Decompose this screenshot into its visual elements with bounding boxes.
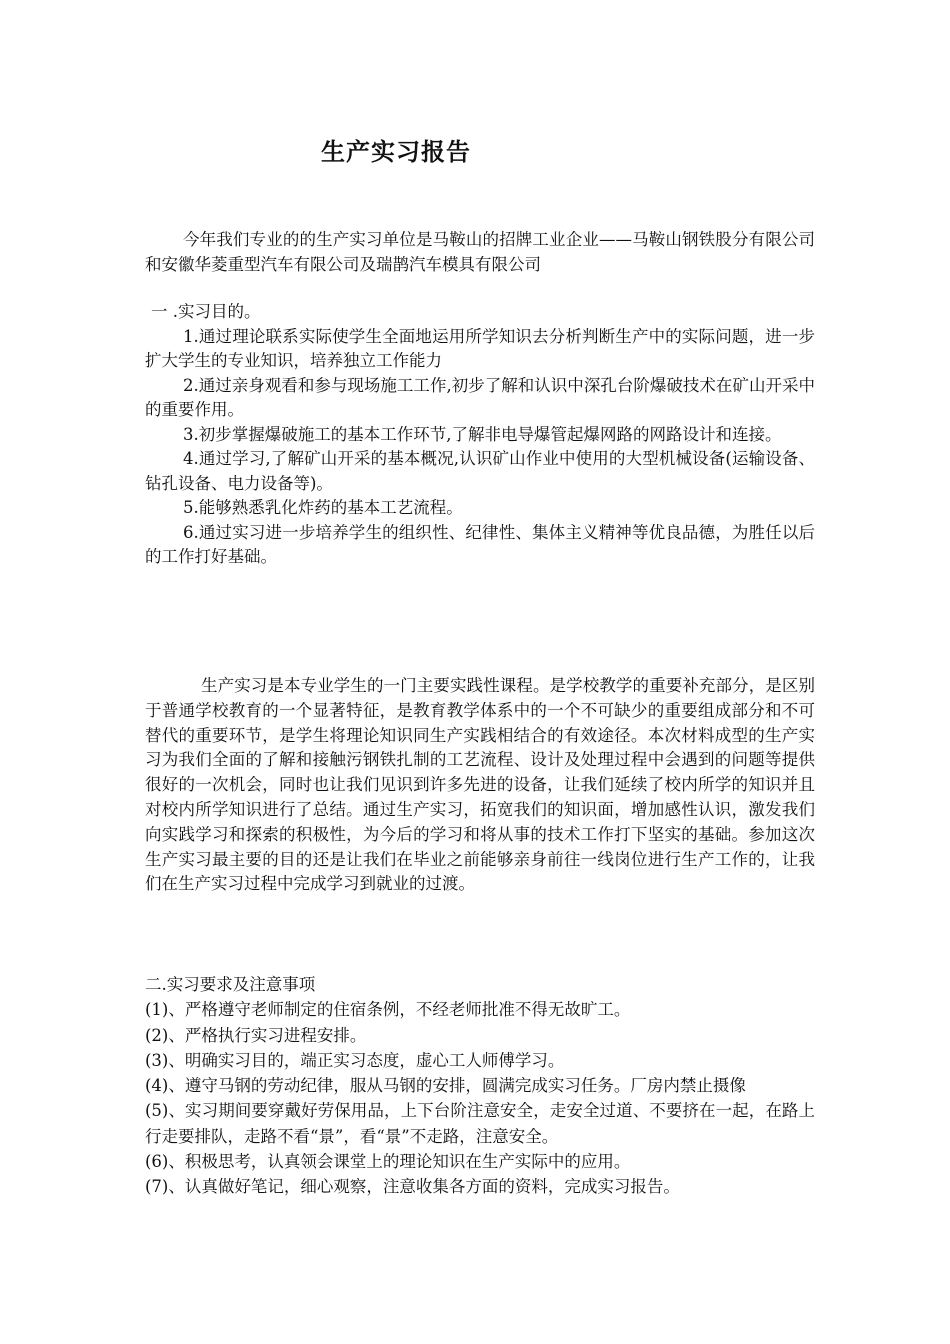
document-title: 生产实习报告 <box>321 138 471 166</box>
intro-text: 今年我们专业的的生产实习单位是马鞍山的招牌工业企业——马鞍山钢铁股分有限公司和安徽华菱重型汽车有限公司及瑞鹊汽车模具有限公司 <box>145 230 815 274</box>
section-objectives-heading: 一 .实习目的。 <box>151 302 261 321</box>
section-requirements-heading: 二.实习要求及注意事项 <box>145 975 316 994</box>
objective-item: 3.初步掌握爆破施工的基本工作环节,了解非电导爆管起爆网路的网路设计和连接。 <box>183 424 782 444</box>
section-objectives <box>145 300 815 570</box>
requirement-item: (6)、积极思考，认真领会课堂上的理论知识在生产实际中的应用。 <box>145 1152 631 1172</box>
practice-description <box>145 674 815 897</box>
objective-item: 2.通过亲身观看和参与现场施工工作,初步了解和认识中深孔台阶爆破技术在矿山开采中的重要作用。 <box>145 375 815 419</box>
practice-description-text: 生产实习是本专业学生的一门主要实践性课程。是学校教学的重要补充部分，是区别于普通学校教育的一个显著特征，是教育教学体系中的一个不可缺少的重要组成部分和不可替代的重要环节，是学生将理论知识同生产实践相结合的有效途径。本次材料成型的生产实习为我们全面的了解和接触污钢铁扎制的工艺流程、设计及处理过程中会遇到的问题等提供很好的一次机会，同时也让我们见识到许多先进的设备，让我们延续了校内所学的知识并且对校内所学知识进行了总结。通过生产实习，拓宽我们的知识面，增加感性认识，激发我们向实践学习和探索的积极性，为今后的学习和将从事的技术工作打下坚实的基础。参加这次生产实习最主要的目的还是让我们在毕业之前能够亲身前往一线岗位进行生产工作的，让我们在生产实习过程中完成学习到就业的过渡。 <box>145 676 815 894</box>
requirement-item: (2)、严格执行实习进程安排。 <box>145 1025 367 1045</box>
requirement-item: (4)、遵守马钢的劳动纪律，服从马钢的安排，圆满完成实习任务。厂房内禁止摄像 <box>145 1076 746 1096</box>
requirement-item: (3)、明确实习目的，端正实习态度，虚心工人师傅学习。 <box>145 1050 565 1070</box>
objective-item: 6.通过实习进一步培养学生的组织性、纪律性、集体主义精神等优良品德，为胜任以后的工作打好基础。 <box>145 522 815 566</box>
requirement-item: (7)、认真做好笔记，细心观察，注意收集各方面的资料，完成实习报告。 <box>145 1177 680 1197</box>
requirement-item: (1)、严格遵守老师制定的住宿条例，不经老师批准不得无故旷工。 <box>145 1000 631 1020</box>
objective-item: 5.能够熟悉乳化炸药的基本工艺流程。 <box>183 498 463 517</box>
objective-item: 1.通过理论联系实际使学生全面地运用所学知识去分析判断生产中的实际问题，进一步扩大学生的专业知识，培养独立工作能力 <box>145 326 815 370</box>
requirement-item: (5)、实习期间要穿戴好劳保用品，上下台阶注意安全，走安全过道、不要挤在一起，在路上行走要排队，走路不看“景”，看“景”不走路，注意安全。 <box>145 1101 815 1146</box>
intro-paragraph <box>145 228 815 277</box>
objective-item: 4.通过学习,了解矿山开采的基本概况,认识矿山作业中使用的大型机械设备(运输设备、钻孔设备、电力设备等)。 <box>145 449 815 493</box>
section-requirements <box>145 972 815 1200</box>
